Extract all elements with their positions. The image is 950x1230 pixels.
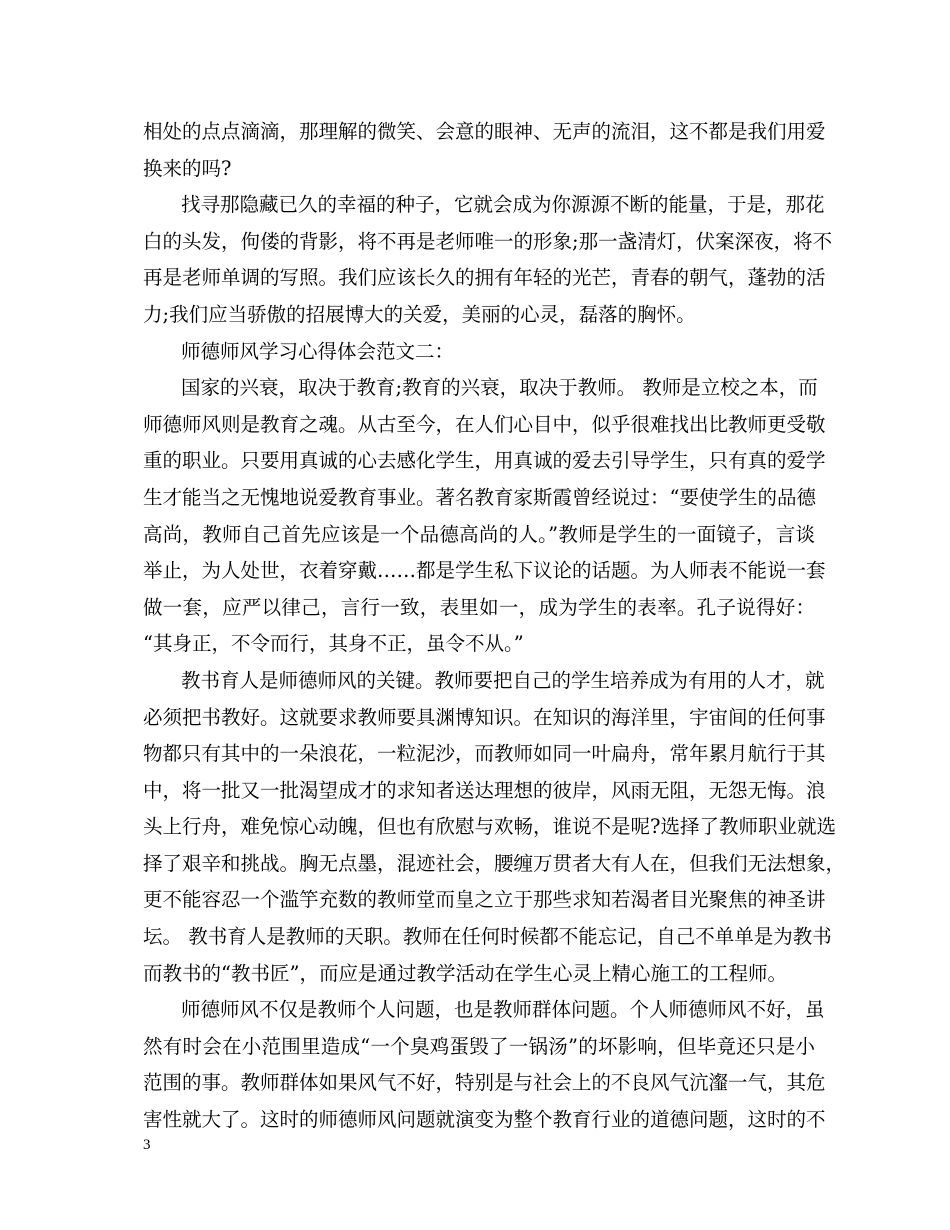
text-line: 坛。 教书育人是教师的天职。教师在任何时候都不能忘记，自己不单单是为教书 (143, 925, 832, 949)
page-number: 3 (143, 1137, 151, 1153)
body-text (143, 114, 846, 1139)
text-line: 高尚，教师自己首先应该是一个品德高尚的人。”教师是学生的一面镜子，言谈 (143, 522, 815, 546)
text-line: 更不能容忍一个滥竽充数的教师堂而皇之立于那些求知若渴者目光聚焦的神圣讲 (143, 888, 826, 912)
text-line: “其身正，不令而行，其身不正，虽令不从。” (143, 632, 524, 656)
paragraph-start-line: 教书育人是师德师风的关键。教师要把自己的学生培养成为有用的人才，就 (181, 668, 825, 692)
text-line: 白的头发，佝偻的背影，将不再是老师唯一的形象;那一盏清灯，伏案深夜，将不 (143, 229, 833, 253)
text-line: 而教书的“教书匠”，而应是通过教学活动在学生心灵上精心施工的工程师。 (143, 961, 787, 985)
text-line: 举止，为人处世，衣着穿戴……都是学生私下议论的话题。为人师表不能说一套 (143, 559, 826, 583)
text-line: 头上行舟，难免惊心动魄，但也有欣慰与欢畅，谁说不是呢?选择了教师职业就选 (143, 815, 836, 839)
text-line: 力;我们应当骄傲的招展博大的关爱，美丽的心灵，磊落的胸怀。 (143, 302, 696, 326)
text-line: 然有时会在小范围里造成“一个臭鸡蛋毁了一锅汤”的坏影响，但毕竟还只是小 (143, 1034, 815, 1058)
text-line: 必须把书教好。这就要求教师要具渊博知识。在知识的海洋里，宇宙间的任何事 (143, 705, 826, 729)
section-heading: 师德师风学习心得体会范文二： (181, 339, 455, 363)
text-line: 择了艰辛和挑战。胸无点墨，混迹社会，腰缠万贯者大有人在，但我们无法想象， (143, 851, 846, 875)
text-line: 相处的点点滴滴，那理解的微笑、会意的眼神、无声的流泪，这不都是我们用爱 (143, 120, 826, 143)
text-line: 做一套，应严以律己，言行一致，表里如一，成为学生的表率。孔子说得好： (143, 595, 815, 619)
text-line: 害性就大了。这时的师德师风问题就演变为整个教育行业的道德问题，这时的不 (143, 1108, 826, 1132)
text-line: 物都只有其中的一朵浪花，一粒泥沙，而教师如同一叶扁舟，常年累月航行于其 (143, 742, 826, 766)
text-line: 再是老师单调的写照。我们应该长久的拥有年轻的光芒，青春的朝气，蓬勃的活 (143, 266, 826, 290)
text-line: 中，将一批又一批渴望成才的求知者送达理想的彼岸，风雨无阻，无怨无悔。浪 (143, 778, 826, 802)
paragraph-start-line: 找寻那隐藏已久的幸福的种子，它就会成为你源源不断的能量，于是，那花 (181, 193, 825, 217)
text-line: 范围的事。教师群体如果风气不好，特别是与社会上的不良风气沆瀣一气，其危 (143, 1071, 826, 1095)
paragraph-start-line: 国家的兴衰，取决于教育;教育的兴衰，取决于教师。 教师是立校之本，而 (181, 376, 818, 400)
text-line: 生才能当之无愧地说爱教育事业。著名教育家斯霞曾经说过：“要使学生的品德 (143, 485, 816, 509)
text-line: 师德师风则是教育之魂。从古至今，在人们心目中，似乎很难找出比教师更受敬 (143, 412, 826, 436)
text-line: 重的职业。只要用真诚的心去感化学生，用真诚的爱去引导学生，只有真的爱学 (143, 449, 826, 473)
text-line: 换来的吗? (143, 156, 232, 180)
paragraph-start-line: 师德师风不仅是教师个人问题，也是教师群体问题。个人师德师风不好，虽 (181, 998, 825, 1022)
